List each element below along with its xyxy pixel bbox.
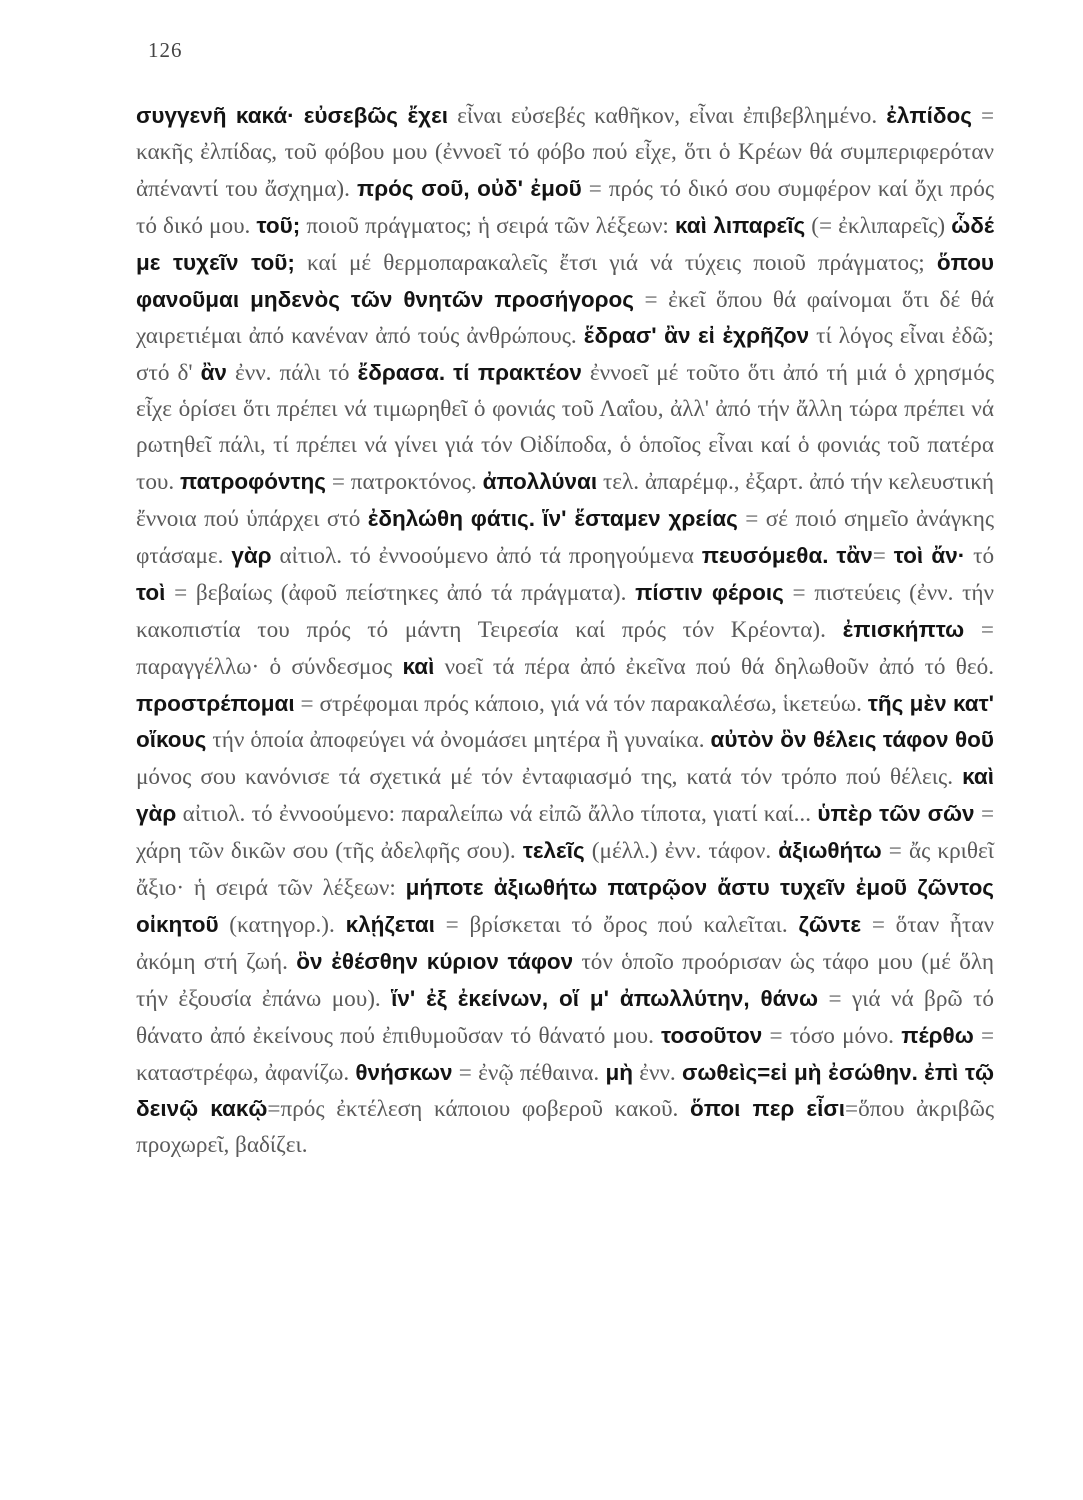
gloss: (μέλλ.) ἐνν. τάφον. — [591, 838, 772, 865]
lemma: αὐτὸν ὃν θέλεις τάφον θοῦ — [710, 727, 995, 753]
lemma: πρός σοῦ, οὐδ' ἐμοῦ — [357, 175, 582, 201]
gloss: = πατροκτόνος. — [331, 469, 477, 496]
lemma: καὶ — [402, 653, 435, 679]
gloss: = τόσο μόνο. — [769, 1022, 894, 1049]
lemma: κλῄζεται — [345, 911, 435, 937]
lemma: γὰρ — [231, 542, 272, 568]
lemma: ἔδρασα. — [357, 360, 446, 386]
gloss: ἐνν. — [639, 1059, 676, 1086]
lemma: ἕδρασ' ἂν εἰ ἐχρῆζον — [583, 323, 810, 349]
lemma: ἵν' ἕσταμεν χρείας — [542, 505, 738, 531]
lemma: ἵν' ἐξ ἐκείνων, οἵ μ' ἀπωλλύτην, θάνω — [391, 985, 819, 1011]
page-number: 126 — [148, 38, 183, 62]
lemma: μήποτε ἀξιωθήτω πατρῷον ἄστυ τυχεῖν ἐμοῦ ζῶντος οἰκητοῦ — [136, 875, 995, 937]
gloss: = βεβαίως (ἀφοῦ πείστηκες ἀπό τά πράγματα). — [174, 579, 627, 606]
lemma: ὅποι περ εἶσι — [690, 1096, 846, 1122]
gloss: =πρός ἐκτέλεση κάποιου φοβεροῦ κακοῦ. — [267, 1096, 679, 1123]
gloss: = σέ ποιό σημεῖο ἀνάγκης φτάσαμε. — [136, 505, 995, 569]
gloss: τό — [973, 542, 995, 569]
lemma: πίστιν φέροις — [635, 579, 784, 605]
gloss: τελ. ἀπαρέμφ., ἐξαρτ. ἀπό τήν κελευστική ἔννοια πού ὑπάρχει στό — [136, 469, 995, 532]
lemma: σωθεὶς=εἰ μὴ ἐσώθην. — [681, 1059, 918, 1085]
gloss: = — [872, 542, 886, 569]
lemma: ἂν — [200, 360, 227, 386]
gloss: = στρέφομαι πρός κάποιο, γιά νά τόν παρακαλέσω, ἱκετεύω. — [300, 690, 862, 717]
lemma: καὶ γὰρ — [136, 764, 995, 827]
gloss: ἐνν. πάλι τό — [234, 360, 350, 387]
gloss: = πρός τό δικό σου συμφέρον καί ὄχι πρός τό δικό μου. — [136, 175, 995, 239]
gloss: (κατηγορ.). — [229, 911, 335, 938]
lemma: συγγενῆ κακά· — [136, 103, 295, 128]
lemma: πατροφόντης — [180, 469, 327, 495]
gloss: αἰτιολ. τό ἐννοούμενο: παραλείπω νά εἰπῶ ἄλλο τίποτα, γιατί καί... — [182, 801, 811, 828]
gloss: αἰτιολ. τό ἐννοούμενο ἀπό τά προηγούμενα — [279, 542, 694, 569]
lemma: τοῦ; — [256, 212, 301, 238]
gloss: μόνος σου κανόνισε τά σχετικά μέ τόν ἐνταφιασμό της, κατά τόν τρόπο πού θέλεις. — [136, 764, 954, 791]
gloss: (= ἐκλιπαρεῖς) — [811, 212, 946, 239]
gloss: καί μέ θερμοπαρακαλεῖς ἔτσι γιά νά τύχεις ποιοῦ πράγματος; — [307, 249, 925, 276]
lemma: ἐπισκήπτω — [842, 616, 965, 642]
lemma: τοσοῦτον — [661, 1022, 763, 1048]
gloss: τήν ὁποία ἀποφεύγει νά ὀνομάσει μητέρα ἢ γυναίκα. — [212, 727, 705, 754]
lemma: ἐδηλώθη φάτις. — [367, 505, 535, 531]
gloss: = καταστρέφω, ἀφανίζω. — [136, 1022, 995, 1086]
gloss: τόν ὁποῖο προόρισαν ὡς τάφο μου (μέ ὅλη τήν ἐξουσία ἐπάνω μου). — [136, 948, 995, 1012]
lemma: ὅπου φανοῦμαι μηδενὸς τῶν θνητῶν προσήγορος — [136, 249, 995, 312]
lemma: τοὶ ἄν· — [893, 542, 966, 568]
gloss: = ὅταν ἦταν ἀκόμη στή ζωή. — [136, 911, 995, 975]
commentary-text — [136, 98, 994, 1164]
lemma: θνήσκων — [355, 1059, 453, 1085]
gloss: = γιά νά βρῶ τό θάνατο ἀπό ἐκείνους πού ἐπιθυμοῦσαν τό θάνατό μου. — [136, 985, 995, 1049]
gloss: = κακῆς ἐλπίδας, τοῦ φόβου μου (ἐννοεῖ τό φόβο πού εἶχε, ὅτι ὁ Κρέων θά συμπεριφερόταν ἀπέναντί του ἄσχημα). — [136, 103, 995, 202]
lemma: πέρθω — [901, 1022, 974, 1048]
gloss: εἶναι εὐσεβές καθῆκον, εἶναι ἐπιβεβλημένο. — [457, 103, 878, 129]
lemma: ἀπολλύναι — [482, 469, 598, 495]
gloss: = βρίσκεται τό ὄρος πού καλεῖται. — [445, 911, 788, 938]
gloss: = χάρη τῶν δικῶν σου (τῆς ἀδελφῆς σου). — [136, 801, 995, 865]
lemma: πευσόμεθα. — [701, 542, 829, 568]
lemma: ἐπὶ τῷ δεινῷ κακῷ — [136, 1059, 995, 1122]
gloss: = ἄς κριθεῖ ἄξιο· ἡ σειρά τῶν λέξεων: — [136, 838, 994, 902]
gloss: =ὅπου ἀκριβῶς προχωρεῖ, βαδίζει. — [136, 1096, 995, 1159]
lemma: μὴ — [605, 1059, 633, 1085]
lemma: ζῶντε — [798, 911, 862, 937]
lemma: τί πρακτέον — [453, 360, 582, 386]
lemma: καὶ λιπαρεῖς — [674, 212, 806, 238]
gloss: νοεῖ τά πέρα ἀπό ἐκεῖνα πού θά δηλωθοῦν ἀπό τό θεό. — [444, 653, 995, 680]
lemma: ἐλπίδος — [886, 103, 972, 128]
gloss: = ἐνῷ πέθαινα. — [458, 1059, 600, 1086]
lemma: τῆς μὲν κατ' οἴκους — [136, 690, 995, 753]
gloss: ἐννοεῖ μέ τοῦτο ὅτι ἀπό τή μιά ὁ χρησμός εἶχε ὁρίσει ὅτι πρέπει νά τιμωρηθεῖ ὁ φονιάς τοῦ Λαΐου, ἀλλ' ἀπό τήν ἄλλη τώρα πρέπει νά ρωτηθεῖ πάλι, τί πρέπει νά γίνει γιά τόν Οἰδίποδα, ὁ ὁποῖος εἶναι καί ὁ φονιάς τοῦ πατέρα του. — [136, 360, 995, 496]
lemma: τοὶ — [136, 579, 166, 605]
lemma: τελεῖς — [522, 838, 585, 864]
gloss: ποιοῦ πράγματος; ἡ σειρά τῶν λέξεων: — [306, 212, 669, 239]
gloss: = ἐκεῖ ὅπου θά φαίνομαι ὅτι δέ θά χαιρετιέμαι ἀπό κανέναν ἀπό τούς ἀνθρώπους. — [136, 286, 994, 350]
gloss: = πιστεύεις (ἐνν. τήν κακοπιστία του πρός τό μάντη Τειρεσία καί πρός τόν Κρέοντα). — [136, 579, 995, 643]
lemma: εὐσεβῶς ἔχει — [303, 103, 449, 128]
lemma: ὧδέ με τυχεῖν τοῦ; — [136, 212, 995, 275]
lemma: προστρέπομαι — [136, 690, 295, 716]
lemma: ὃν ἐθέσθην κύριον τάφον — [296, 948, 574, 974]
lemma: τἂν — [836, 542, 873, 568]
gloss: = παραγγέλλω· ὁ σύνδεσμος — [136, 616, 994, 680]
lemma: ὑπὲρ τῶν σῶν — [817, 801, 975, 827]
gloss: τί λόγος εἶναι ἐδῶ; στό δ' — [136, 323, 995, 387]
lemma: ἀξιωθήτω — [778, 838, 882, 864]
